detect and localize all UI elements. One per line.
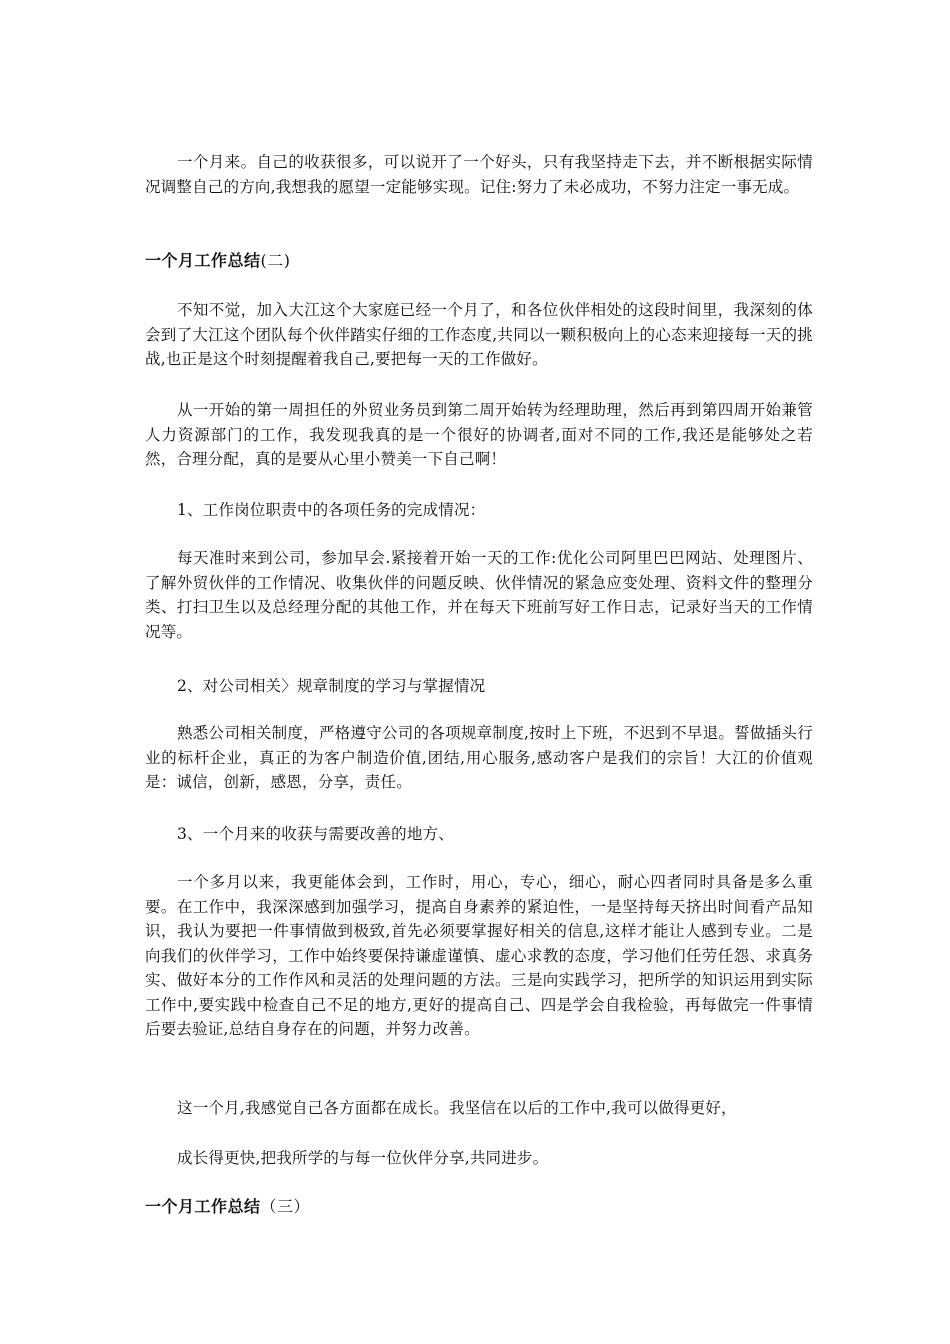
section-heading-3-title: 一个月工作总结 <box>145 1197 261 1216</box>
list-heading-3: 3、一个月来的收获与需要改善的地方、 <box>177 825 454 843</box>
section-heading-3-suffix: （三） <box>260 1197 311 1216</box>
section-heading-2-suffix: (二) <box>260 251 291 270</box>
list-heading-1: 1、工作岗位职责中的各项任务的完成情况： <box>177 501 486 519</box>
paragraph-intro: 一个月来。自己的收获很多，可以说开了一个好头，只有我坚持走下去，并不断根据实际情况调整自己的方向,我想我的愿望一定能够实现。记住:努力了未必成功，不努力注定一事无成。 <box>145 153 813 196</box>
paragraph-roles: 从一开始的第一周担任的外贸业务员到第二周开始转为经理助理，然后再到第四周开始兼管人力资源部门的工作，我发现我真的是一个很好的协调者,面对不同的工作,我还是能够处之若然，合理分配，真的是要从心里小赞美一下自己啊！ <box>145 401 813 468</box>
paragraph-share: 成长得更快,把我所学的与每一位伙伴分享,共同进步。 <box>177 1149 549 1167</box>
section-heading-3 <box>145 1196 310 1218</box>
paragraph-growth: 这一个月,我感觉自己各方面都在成长。我坚信在以后的工作中,我可以做得更好， <box>177 1099 737 1117</box>
paragraph-joining: 不知不觉，加入大江这个大家庭已经一个月了，和各位伙伴相处的这段时间里，我深刻的体会到了大江这个团队每个伙伴踏实仔细的工作态度,共同以一颗积极向上的心态来迎接每一天的挑战,也正是这个时刻提醒着我自己,要把每一天的工作做好。 <box>145 301 813 368</box>
section-heading-2 <box>145 250 291 272</box>
paragraph-daily-duties: 每天准时来到公司，参加早会.紧接着开始一天的工作:优化公司阿里巴巴网站、处理图片、了解外贸伙伴的工作情况、收集伙伴的问题反映、伙伴情况的紧急应变处理、资料文件的整理分类、打扫卫生以及总经理分配的其他工作，并在每天下班前写好工作日志，记录好当天的工作情况等。 <box>145 549 813 641</box>
paragraph-gains: 一个多月以来，我更能体会到，工作时，用心，专心，细心，耐心四者同时具备是多么重要。在工作中，我深深感到加强学习，提高自身素养的紧迫性，一是坚持每天挤出时间看产品知识，我认为要把一件事情做到极致,首先必须要掌握好相关的信息,这样才能让人感到专业。二是向我们的伙伴学习，工作中始终要保持谦虚谨慎、虚心求教的态度，学习他们任劳任怨、求真务实、做好本分的工作作风和灵活的处理问题的方法。三是向实践学习，把所学的知识运用到实际工作中,要实践中检查自己不足的地方,更好的提高自己、四是学会自我检验，再每做完一件事情后要去验证,总结自身存在的问题，并努力改善。 <box>145 873 813 1038</box>
list-heading-2: 2、对公司相关〉规章制度的学习与掌握情况 <box>177 677 486 695</box>
paragraph-rules: 熟悉公司相关制度，严格遵守公司的各项规章制度,按时上下班，不迟到不早退。誓做插头行业的标杆企业，真正的为客户制造价值,团结,用心服务,感动客户是我们的宗旨！大江的价值观是：诚信，创新，感恩，分享，责任。 <box>145 724 813 791</box>
section-heading-2-title: 一个月工作总结 <box>145 251 261 270</box>
